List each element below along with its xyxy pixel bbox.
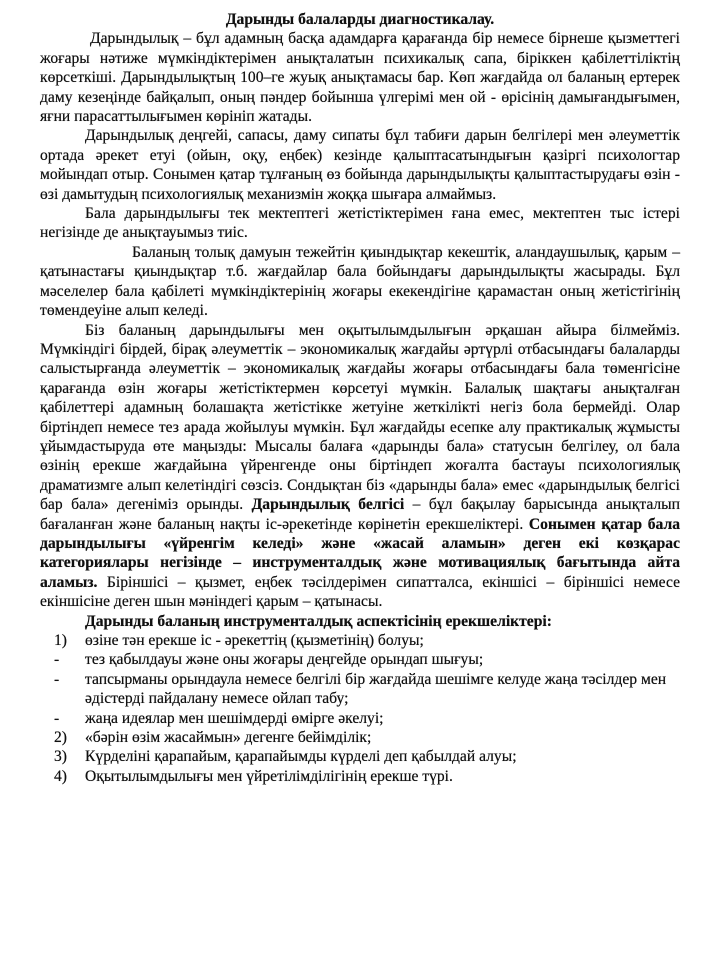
list-item [40,650,680,669]
paragraph-5 [40,321,680,612]
list-marker: 1) [54,632,67,649]
list-item-text: «бәрін өзім жасаймын» дегенге бейімділік; [85,729,372,747]
list-item [40,747,680,766]
list-item [40,709,680,728]
list-heading: Дарынды баланың инструменталдық аспектісінің ерекшеліктері: [85,612,552,630]
document-title: Дарынды балаларды диагностикалау. [225,11,495,28]
list-marker: - [54,709,60,727]
list-item-text: тапсырманы орындаула немесе белгілі бір жағдайда шешімге келуде жаңа тәсілдер мен әдістерді пайдалану немесе ойлап табу; [85,670,667,708]
paragraph-3: Бала дарындылығы тек мектептегі жетістіктерімен ғана емес, мектептен тыс істері негізінде де анықтауымыз тиіс. [40,205,680,242]
paragraph-5-text-1: Біз баланың дарындылығы мен оқытылымдылығын әрқашан айыра білмейміз. Мүмкіндігі бірдей, бірақ әлеуметтік – экономикалық жағдайы әртүрлі отбасындағы балаларды салыстырғанда әлеуметтік – экономикалық жағдайы жоғары отбасындағы бала төменгісіне қарағанда өзін жоғары жетістіктермен көрсетуі мүмкін. Балалық шақтағы анықталған қабілеттері адамның болашақта жетістікке жетуіне жеткілікті негіз бола бермейді. Олар біртіндеп немесе тез арада жойылуы мүмкін. Бұл жағдайды есепке алу практикалық жұмысты ұйымдастыруда өте маңызды: Мысалы балаға «дарынды бала» статусын белгілеу, ол бала өзінің ерекше жағдайына үйренгенде оны біртіндеп жоғалта бастауы психологиялық драматизмге алып келетіндігі сөзсіз. Сондықтан біз «дарынды бала» емес «дарындылық белгісі бар бала» дегеніміз орынды. [40,321,680,514]
list-item [40,670,680,709]
list-item-text: Күрделіні қарапайым, қарапайымды күрделі деп қабылдай алуы; [85,748,517,766]
paragraph-5-bold-term: Дарындылық белгісі [251,496,405,514]
paragraph-5-bold-statement: Сонымен қатар бала дарындылығы «үйренгім келеді» және «жасай аламын» деген екі көзқарас категориялары негізінде – инструменталдық және мотивациялық бағытында айта аламыз. [40,515,680,591]
list-item-text: тез қабылдауы және оны жоғары деңгейде орындап шығуы; [85,651,484,669]
paragraph-2: Дарындылық деңгейі, сапасы, даму сипаты бұл табиғи дарын белгілері мен әлеуметтік ортада әрекет етуі (ойын, оқу, еңбек) кезінде қалыптасатындығын қазіргі психологтар мойындап отыр. Сонымен қатар тұлғаның өз бойында дарындылықты қалыптастырудағы өзін - өзі дамытудың психологиялық механизмін жоққа шығара алмаймыз. [40,127,680,203]
paragraph-4: Баланың толық дамуын тежейтін қиындықтар кекештік, аландаушылық, қарым – қатынастағы қиындықтар т.б. жағдайлар бала бойындағы дарындылықты жасырады. Бұл мәселелер бала қабілеті мүмкіндіктерінің жоғары екекендігіне қарамастан оның жетістігінің төмендеуіне алып келеді. [40,243,680,320]
list-marker: - [54,651,60,669]
list-item [40,728,680,747]
paragraph-5-text-3: Біріншісі – қызмет, еңбек тәсілдерімен сипатталса, екіншісі – біріншісі немесе екіншісіне деген шын мәніндегі қарым – қатынасы. [40,573,680,611]
list-item-text: жаңа идеялар мен шешімдерді өмірге әкелуі; [85,709,384,727]
list-marker: 4) [54,767,67,785]
paragraph-1: Дарындылық – бұл адамның басқа адамдарға қарағанда бір немесе бірнеше қызметтегі жоғары нәтиже мүмкіндіктерімен анықталатын психикалық сапа, біріккен қабілеттіліктің көрсеткіші. Дарындылықтың 100–ге жуық анықтамасы бар. Көп жағдайда ол баланың ертерек даму кезеңінде байқалып, оның пәндер бойынша үлгерімі мен ой - өрісінің дамығандығымен, яғни парасаттылығымен көрініп жатады. [40,30,680,126]
list-item [40,631,680,650]
list-item-text: өзіне тән ерекше іс - әрекеттің (қызметінің) болуы; [85,632,424,649]
features-list [40,631,680,786]
list-item [40,767,680,786]
paragraph-5-text-2: – бұл бақылау барысында анықталып бағаланған және баланың нақты іс-әрекетінде көрінетін ерекшеліктері. [40,496,680,533]
list-marker: 2) [54,729,67,747]
list-marker: 3) [54,748,67,766]
list-marker: - [54,670,60,688]
list-item-text: Оқытылымдылығы мен үйретілімділігінің ерекше түрі. [85,767,453,785]
